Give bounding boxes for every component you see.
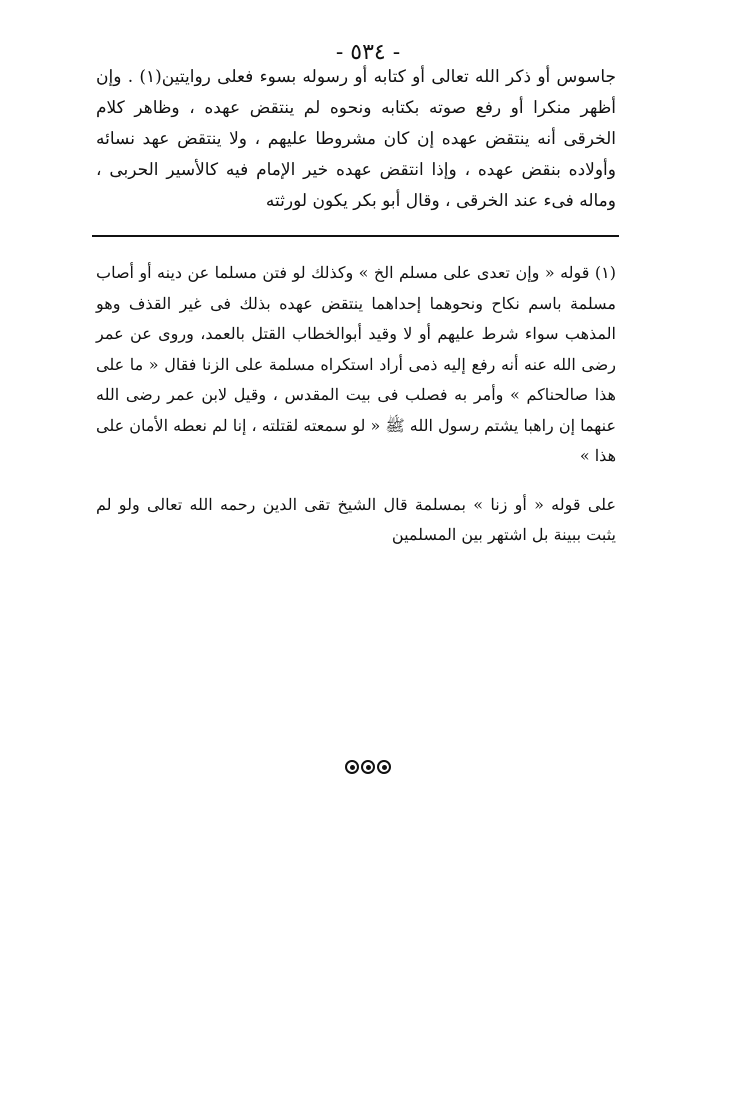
ornament-ring-icon — [377, 760, 391, 774]
footnotes-block — [96, 258, 616, 551]
ornament-ring-icon — [345, 760, 359, 774]
end-ornament — [0, 760, 736, 774]
footnote-2: على قوله « أو زنا » بمسلمة قال الشيخ تقى الدين رحمه الله تعالى ولو لم يثبت ببينة بل اشتهر بين المسلمين — [96, 494, 616, 544]
ornament-ring-icon — [361, 760, 375, 774]
page-number: - ٥٣٤ - — [335, 40, 401, 65]
main-paragraph: جاسوس أو ذكر الله تعالى أو كتابه أو رسوله بسوء فعلى روايتين(١) . وإن أظهر منكرا أو رفع صوته بكتابه ونحوه لم ينتقض عهده ، وظاهر كلام الخرقى أنه ينتقض عهده إن كان مشروطا عليهم ، ولا ينتقض عهد نسائه وأولاده بنقض عهده ، وإذا انتقض عهده خير الإمام فيه كالأسير الحربى ، وماله فىء عند الخرقى ، وقال أبو بكر يكون لورثته — [96, 67, 617, 211]
main-text-block — [96, 62, 616, 217]
footnote-divider — [92, 235, 619, 237]
footnote-1: (١) قوله « وإن تعدى على مسلم الخ » وكذلك لو فتن مسلما عن دينه أو أصاب مسلمة باسم نكاح ونحوهما إحداهما ينتقض عهده بذلك فى غير القذف وهو المذهب سواء شرط عليهم أو لا وقيد أبوالخطاب القتل بالعمد، وروى عن عمر رضى الله عنه أنه رفع إليه ذمى أراد استكراه مسلمة على الزنا فقال « ما على هذا صالحناكم » وأمر به فصلب فى بيت المقدس ، وقيل لابن عمر رضى الله عنهما إن راهبا يشتم رسول الله ﷺ « لو سمعته لقتلته ، إنا لم نعطه الأمان على هذا » — [96, 263, 616, 465]
